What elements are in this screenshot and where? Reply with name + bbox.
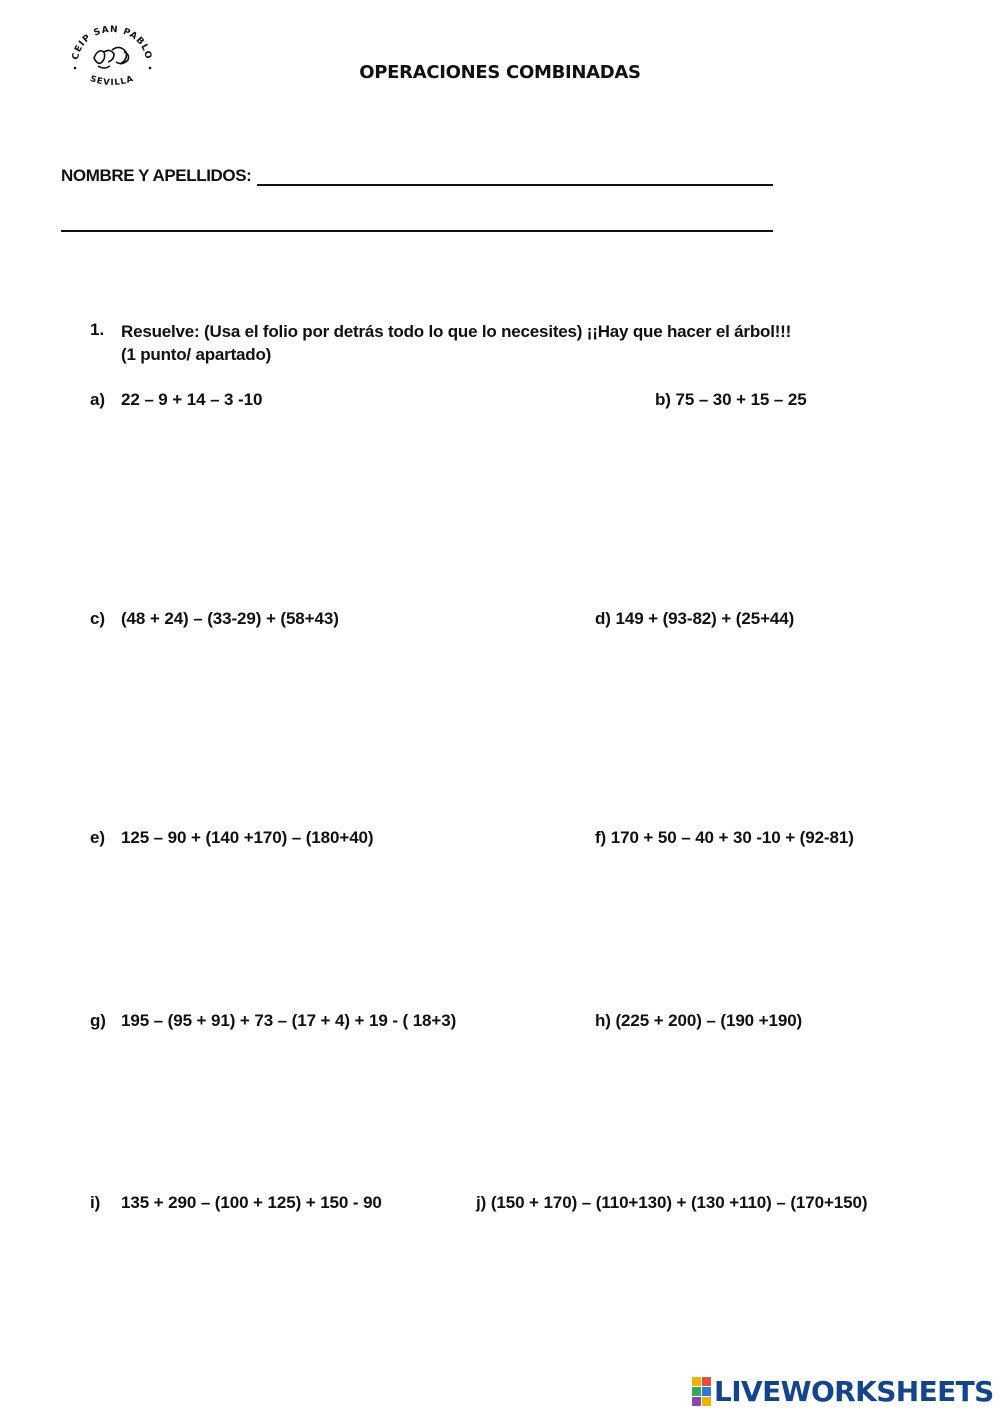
exercise-d (595, 609, 794, 629)
exercise-i (90, 1193, 382, 1213)
question-text (121, 320, 921, 366)
exercise-expression: (48 + 24) – (33-29) + (58+43) (121, 609, 339, 628)
exercise-h (595, 1011, 802, 1031)
exercise-expression: 195 – (95 + 91) + 73 – (17 + 4) + 19 - ( 18+3) (121, 1011, 457, 1030)
exercise-expression: 170 + 50 – 40 + 30 -10 + (92-81) (610, 828, 854, 847)
question-text-line2: (1 punto/ apartado) (121, 345, 272, 364)
exercise-f (595, 828, 854, 848)
exercise-expression: (150 + 170) – (110+130) + (130 +110) – (170+150) (490, 1193, 868, 1212)
exercise-label: b) (655, 390, 671, 409)
exercise-j (476, 1193, 867, 1213)
exercise-expression: 22 – 9 + 14 – 3 -10 (121, 390, 263, 409)
name-input-line[interactable] (257, 166, 773, 186)
exercise-c (90, 609, 339, 629)
exercise-expression: 149 + (93-82) + (25+44) (615, 609, 795, 628)
exercise-label: d) (595, 609, 611, 628)
exercise-b (655, 390, 807, 410)
exercise-expression: 125 – 90 + (140 +170) – (180+40) (121, 828, 374, 847)
exercise-label: g) (90, 1011, 106, 1030)
exercise-label: c) (90, 609, 105, 628)
exercise-expression: (225 + 200) – (190 +190) (615, 1011, 803, 1030)
logo-bottom-text: SEVILLA (88, 73, 136, 89)
exercise-label: f) (595, 828, 607, 847)
exercise-g (90, 1011, 456, 1031)
question-number: 1. (90, 320, 105, 339)
exercise-label: i) (90, 1193, 101, 1212)
watermark-text: LIVEWORKSHEETS (714, 1374, 994, 1408)
logo-top-text: CEIP SAN PABLO (70, 24, 154, 61)
liveworksheets-watermark[interactable] (692, 1374, 994, 1408)
exercise-a (90, 390, 262, 410)
page-title: OPERACIONES COMBINADAS (359, 62, 641, 83)
exercise-expression: 75 – 30 + 15 – 25 (675, 390, 807, 409)
liveworksheets-logo-icon (692, 1377, 711, 1406)
name-label: NOMBRE Y APELLIDOS: (61, 166, 252, 185)
exercise-label: a) (90, 390, 105, 409)
name-input-line-2[interactable] (61, 230, 773, 232)
exercise-expression: 135 + 290 – (100 + 125) + 150 - 90 (121, 1193, 382, 1212)
name-field (61, 164, 773, 186)
exercise-label: h) (595, 1011, 611, 1030)
exercise-label: j) (476, 1193, 487, 1212)
svg-text:CEIP SAN PABLO (71, 25, 153, 61)
question-text-line1: Resuelve: (Usa el folio por detrás todo lo que lo necesites) ¡¡Hay que hacer el árbol!!! (121, 322, 792, 341)
exercise-e (90, 828, 373, 848)
exercise-label: e) (90, 828, 105, 847)
